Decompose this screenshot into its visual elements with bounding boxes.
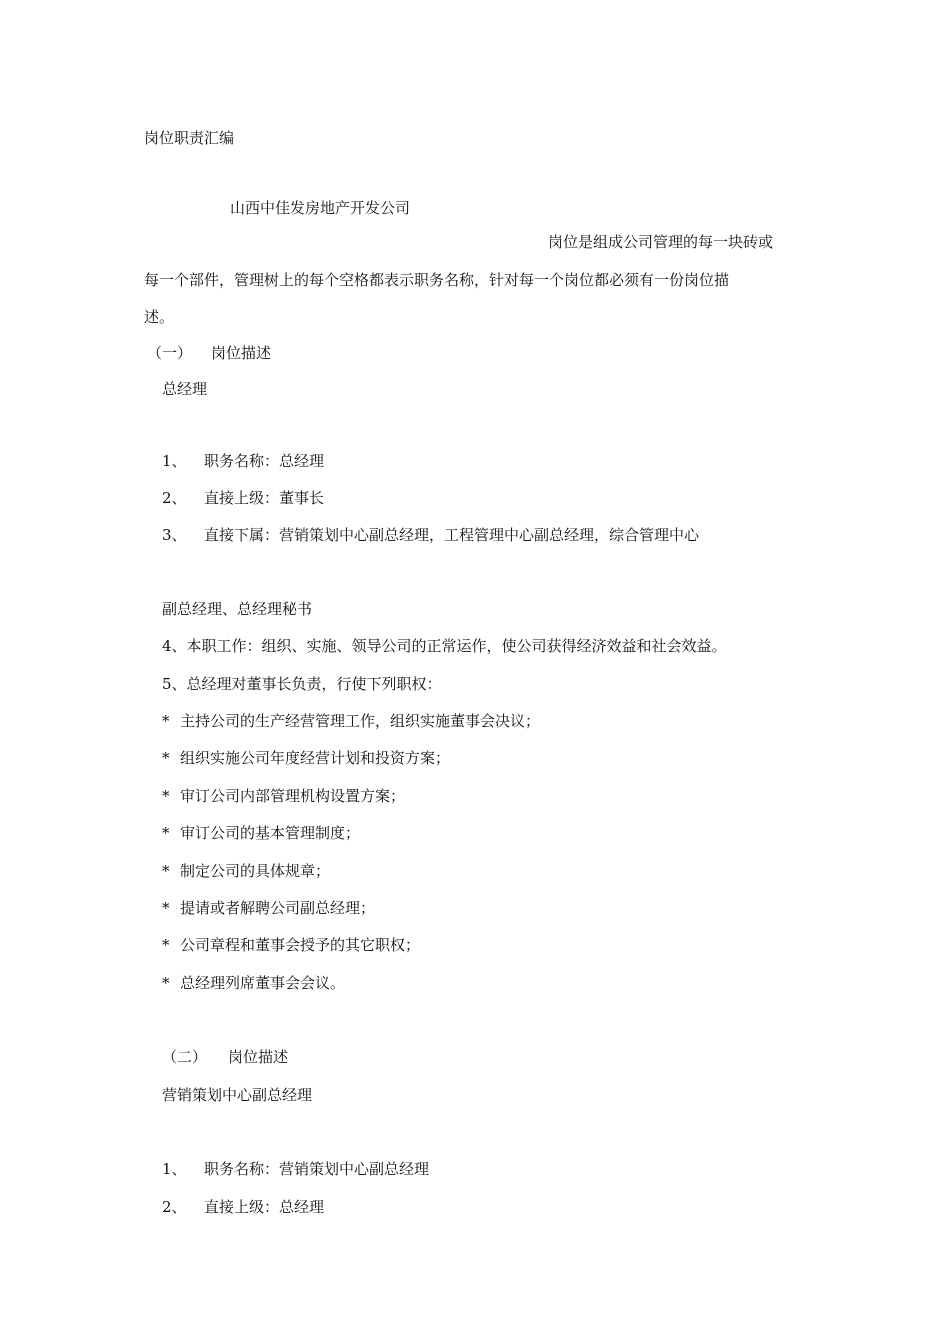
bullet-text: 公司章程和董事会授予的其它职权； <box>180 936 421 954</box>
section-2-item-1 <box>162 1159 429 1179</box>
section-1-number: （一） <box>147 344 193 362</box>
section-1-heading-text: 岗位描述 <box>211 344 272 362</box>
section-1-position: 总经理 <box>162 380 208 398</box>
item-number: 2、 <box>162 1198 187 1216</box>
bullet-text: 制定公司的具体规章； <box>180 862 331 880</box>
item-text: 职务名称：营销策划中心副总经理 <box>204 1160 430 1178</box>
item-text: 直接上级：总经理 <box>204 1198 325 1216</box>
bullet-item <box>162 748 450 768</box>
item-number: 1、 <box>162 452 187 470</box>
bullet-text: 组织实施公司年度经营计划和投资方案； <box>180 749 451 767</box>
bullet-mark: * <box>162 862 170 880</box>
intro-line-1: 岗位是组成公司管理的每一块砖或 <box>548 233 774 251</box>
section-1-item-1 <box>162 451 324 471</box>
bullet-text: 总经理列席董事会会议。 <box>180 974 346 992</box>
section-2-item-2 <box>162 1197 324 1217</box>
bullet-text: 主持公司的生产经营管理工作，组织实施董事会决议； <box>180 712 541 730</box>
bullet-mark: * <box>162 899 170 917</box>
section-1-duty-4: 4、本职工作：组织、实施、领导公司的正常运作，使公司获得经济效益和社会效益。 <box>162 637 727 655</box>
document-title: 岗位职责汇编 <box>144 129 235 147</box>
bullet-text: 审订公司的基本管理制度； <box>180 824 361 842</box>
bullet-mark: * <box>162 936 170 954</box>
intro-line-3: 述。 <box>144 308 175 326</box>
section-1-heading <box>147 343 271 363</box>
bullet-text: 提请或者解聘公司副总经理； <box>180 899 376 917</box>
item-number: 2、 <box>162 489 187 507</box>
intro-line-2: 每一个部件，管理树上的每个空格都表示职务名称，针对每一个岗位都必须有一份岗位描 <box>144 271 730 289</box>
bullet-item <box>162 823 360 843</box>
section-2-heading-text: 岗位描述 <box>228 1048 289 1066</box>
item-number: 3、 <box>162 526 187 544</box>
section-2-position: 营销策划中心副总经理 <box>162 1086 313 1104</box>
bullet-item <box>162 935 420 955</box>
section-1-item-3 <box>162 525 699 545</box>
bullet-item <box>162 898 375 918</box>
section-2-number: （二） <box>162 1048 208 1066</box>
section-2-heading <box>162 1047 288 1067</box>
company-name: 山西中佳发房地产开发公司 <box>230 199 411 217</box>
bullet-item <box>162 973 345 993</box>
bullet-text: 审订公司内部管理机构设置方案； <box>180 787 406 805</box>
item-number: 1、 <box>162 1160 187 1178</box>
section-1-item-2 <box>162 488 324 508</box>
bullet-mark: * <box>162 974 170 992</box>
section-1-subordinates-cont: 副总经理、总经理秘书 <box>162 600 313 618</box>
item-text: 直接上级：董事长 <box>204 489 325 507</box>
section-1-duty-5: 5、总经理对董事长负责，行使下列职权： <box>162 675 442 693</box>
bullet-item <box>162 786 405 806</box>
bullet-item <box>162 711 540 731</box>
bullet-mark: * <box>162 824 170 842</box>
bullet-mark: * <box>162 712 170 730</box>
item-text: 职务名称：总经理 <box>204 452 325 470</box>
bullet-mark: * <box>162 787 170 805</box>
item-text: 直接下属：营销策划中心副总经理，工程管理中心副总经理，综合管理中心 <box>204 526 700 544</box>
bullet-item <box>162 861 330 881</box>
bullet-mark: * <box>162 749 170 767</box>
